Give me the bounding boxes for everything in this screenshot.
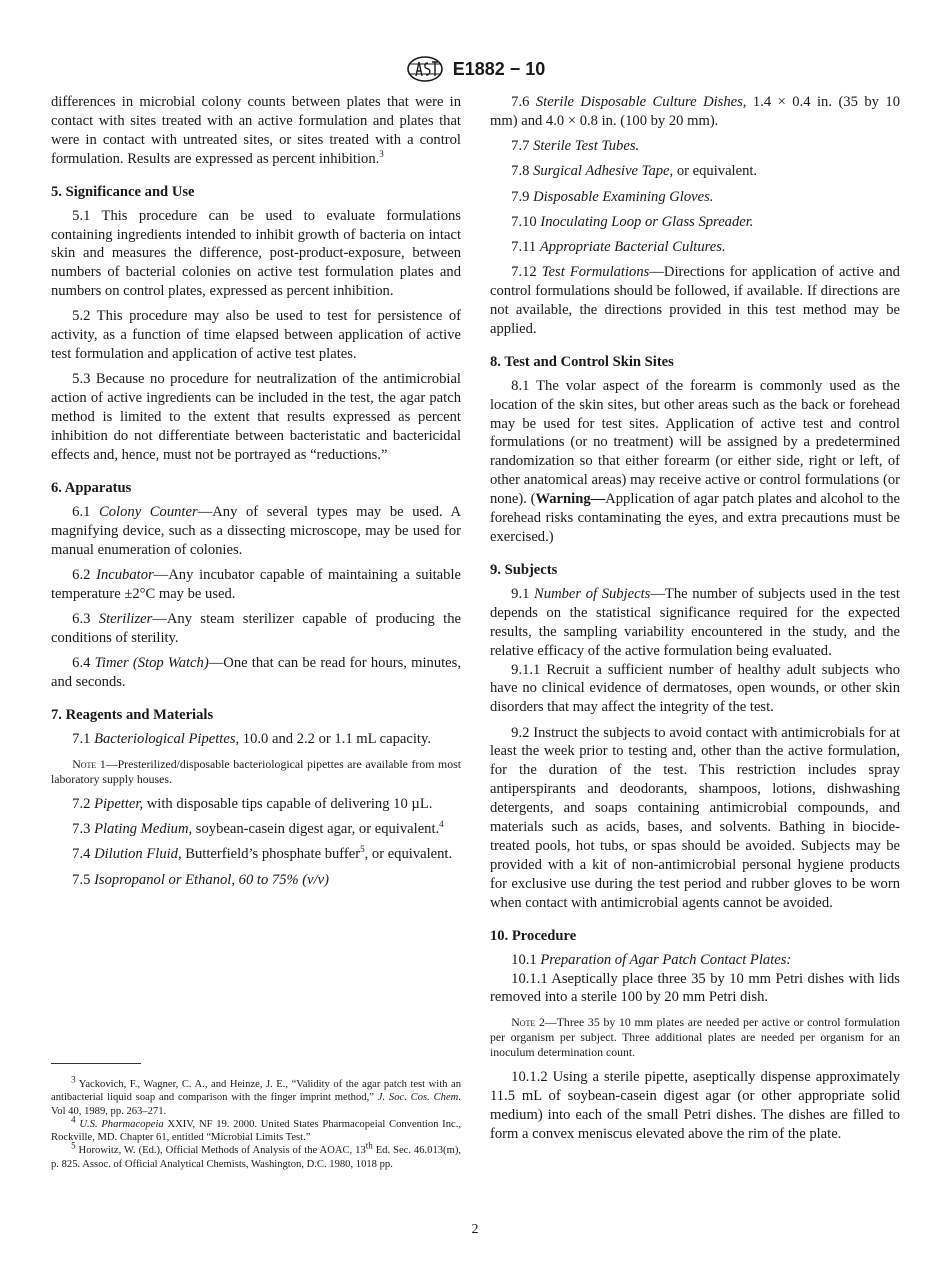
- paragraph-6-3: 6.3 Sterilizer—Any steam sterilizer capable of producing the conditions of sterility.: [51, 611, 461, 647]
- footnotes: [51, 1063, 461, 1171]
- astm-logo-icon: [405, 54, 445, 84]
- note-1: Note 1—Presterilized/disposable bacteriological pipettes are available from most laboratory supply houses.: [51, 756, 461, 786]
- section-6-heading: 6. Apparatus: [51, 480, 132, 496]
- footnote-5: $^5$ Horowitz, W. (Ed.), Official Methods of Analysis of the AOAC, 13th Ed. Sec. 46.013(m), p. 825. Assoc. of Official Analytical Chemists, Washington, D.C. 1980, 1018 pp.: [51, 1140, 462, 1170]
- paragraph-6-1: 6.1 Colony Counter—Any of several types may be used. A magnifying device, such as a dissecting microscope, may be used for manual enumeration of colonies.: [51, 504, 461, 558]
- page-header: [0, 54, 950, 84]
- document-code: E1882 − 10: [452, 58, 546, 79]
- paragraph-7-2: 7.2 Pipetter, with disposable tips capable of delivering 10 µL.: [72, 795, 433, 812]
- paragraph-7-4: 7.4 Dilution Fluid, Butterfield’s phosphate buffer$^5$, or equivalent.: [72, 844, 453, 863]
- paragraph-5-1: 5.1 This procedure can be used to evaluate formulations containing ingredients intended to inhibit growth of bacteria on intact skin and measures the difference, post-product-exposure, between numbers of bacterial colonies on active test formulation plates and numbers on control plates, expressed as percent inhibition.: [51, 207, 461, 300]
- paragraph-5-3: 5.3 Because no procedure for neutralization of the antimicrobial action of active ingredients can be included in the test, the agar patch method is limited to the extent that results expressed as percent inhibition do not differentiate between bacteristatic and bactericidal effects and, hence, must not be portrayed as “reductions.”: [51, 371, 461, 464]
- paragraph-7-3: 7.3 Plating Medium, soybean-casein digest agar, or equivalent.$^4$: [72, 819, 444, 838]
- section-10-heading: 10. Procedure: [490, 927, 577, 944]
- paragraph-7-5: 7.5 Isopropanol or Ethanol, 60 to 75% (v/v): [72, 871, 330, 888]
- left-column: [51, 93, 461, 896]
- paragraph-6-2: 6.2 Incubator—Any incubator capable of maintaining a suitable temperature ±2°C may be used.: [51, 567, 461, 602]
- paragraph-10-1-1: 10.1.1 Aseptically place three 35 by 10 mm Petri dishes with lids removed into a sterile 100 by 20 mm Petri dish.: [490, 970, 900, 1006]
- paragraph-10-1: 10.1 Preparation of Agar Patch Contact Plates:: [511, 951, 792, 968]
- page-number: 2: [471, 1222, 479, 1237]
- paragraph-7-8: 7.8 Surgical Adhesive Tape, or equivalent.: [511, 163, 758, 180]
- paragraph-7-12: 7.12 Test Formulations—Directions for application of active and control formulations should be followed, if available. If directions are not available, the directions provided in this test method may be applied.: [490, 264, 900, 337]
- section-7-heading: 7. Reagents and Materials: [51, 707, 214, 724]
- paragraph-7-11: 7.11 Appropriate Bacterial Cultures.: [511, 238, 726, 255]
- paragraph-9-1: 9.1 Number of Subjects—The number of subjects used in the test depends on the statistical significance required for the expected results, the sampling variability encountered in the study, and the relative efficacy of the active formulation being evaluated.: [490, 585, 900, 659]
- paragraph-5-2: 5.2 This procedure may also be used to test for persistence of activity, as a function of time elapsed between application of active test formulation and application of active test plates.: [51, 308, 461, 363]
- paragraph-9-2: 9.2 Instruct the subjects to avoid contact with antimicrobials for at least the week prior to testing and, other than the active formulation, for the duration of the test. This restriction includes spray antiperspirants and deodorants, shampoos, lotions, dishwashing detergents, and soaps containing antimicrobial compounds, and materials such as acids, bases, and solvents. Bathing in biocide-treated pools, hot tubs, or spas should be avoided. Subjects may be provided with a kit of non-antimicrobial personal hygiene products for exclusive use during the test period and rubber gloves to be worn when contact with antimicrobial agents cannot be avoided.: [490, 724, 900, 911]
- right-column: [490, 93, 900, 1150]
- note-2: Note 2—Three 35 by 10 mm plates are needed per active or control formulation per organism per subject. Three additional plates are needed per organism for an inoculum determination count.: [490, 1015, 900, 1060]
- paragraph-7-1: 7.1 Bacteriological Pipettes, 10.0 and 2.2 or 1.1 mL capacity.: [72, 731, 431, 748]
- section-9-heading: 9. Subjects: [490, 561, 558, 578]
- paragraph-7-9: 7.9 Disposable Examining Gloves.: [511, 188, 714, 205]
- paragraph-8-1: 8.1 The volar aspect of the forearm is commonly used as the location of the skin sites, but other areas such as the back or forehead may be used for test sites. Application of active test and control formulations (or no treatment) will be assigned by a predetermined randomization so that either forearm (or either side, right or left, of other anatomical areas) may receive active or control formulations (or none). (Warning—Application of agar patch plates and alcohol to the forehead risks contaminating the eyes, and extra precautions must be exercised.): [490, 377, 900, 545]
- intro-paragraph: differences in microbial colony counts between plates that were in contact with sites treated with an active formulation and plates that were in contact with untreated sites, or sites treated with a control formulation. Results are expressed as percent inhibition.$^3$: [51, 94, 461, 167]
- paragraph-6-4: 6.4 Timer (Stop Watch)—One that can be read for hours, minutes, and seconds.: [51, 655, 461, 691]
- paragraph-7-10: 7.10 Inoculating Loop or Glass Spreader.: [511, 213, 754, 230]
- footnote-divider: [51, 1063, 141, 1064]
- paragraph-7-6: 7.6 Sterile Disposable Culture Dishes, 1.4 × 0.4 in. (35 by 10 mm) and 4.0 × 0.8 in. (100 by 20 mm).: [490, 94, 901, 129]
- section-5-heading: 5. Significance and Use: [51, 183, 195, 200]
- section-8-heading: 8. Test and Control Skin Sites: [490, 353, 674, 370]
- footnote-3: $^3$ Yackovich, F., Wagner, C. A., and Heinze, J. E., “Validity of the agar patch test with an antibacterial liquid soap and comparison with the finger imprint method,” J. Soc. Cos. Chem. Vol 40, 1989, pp. 263–271.: [51, 1074, 461, 1117]
- paragraph-9-1-1: 9.1.1 Recruit a sufficient number of healthy adult subjects who have no clinical evidence of dermatoses, open wounds, or other skin disorders that may affect the integrity of the test.: [490, 661, 900, 716]
- footnote-4: $^4$ U.S. Pharmacopeia XXIV, NF 19. 2000. United States Pharmacopeial Convention Inc., Rockville, MD. Chapter 61, entitled “Microbial Limits Test.”: [51, 1114, 462, 1144]
- paragraph-7-7: 7.7 Sterile Test Tubes.: [511, 138, 640, 155]
- paragraph-10-1-2: 10.1.2 Using a sterile pipette, aseptically dispense approximately 11.5 mL of soybean-casein digest agar (or other appropriate solid medium) into each of the small Petri dishes. The dishes are filled to form a convex meniscus elevated above the rim of the plate.: [490, 1069, 900, 1143]
